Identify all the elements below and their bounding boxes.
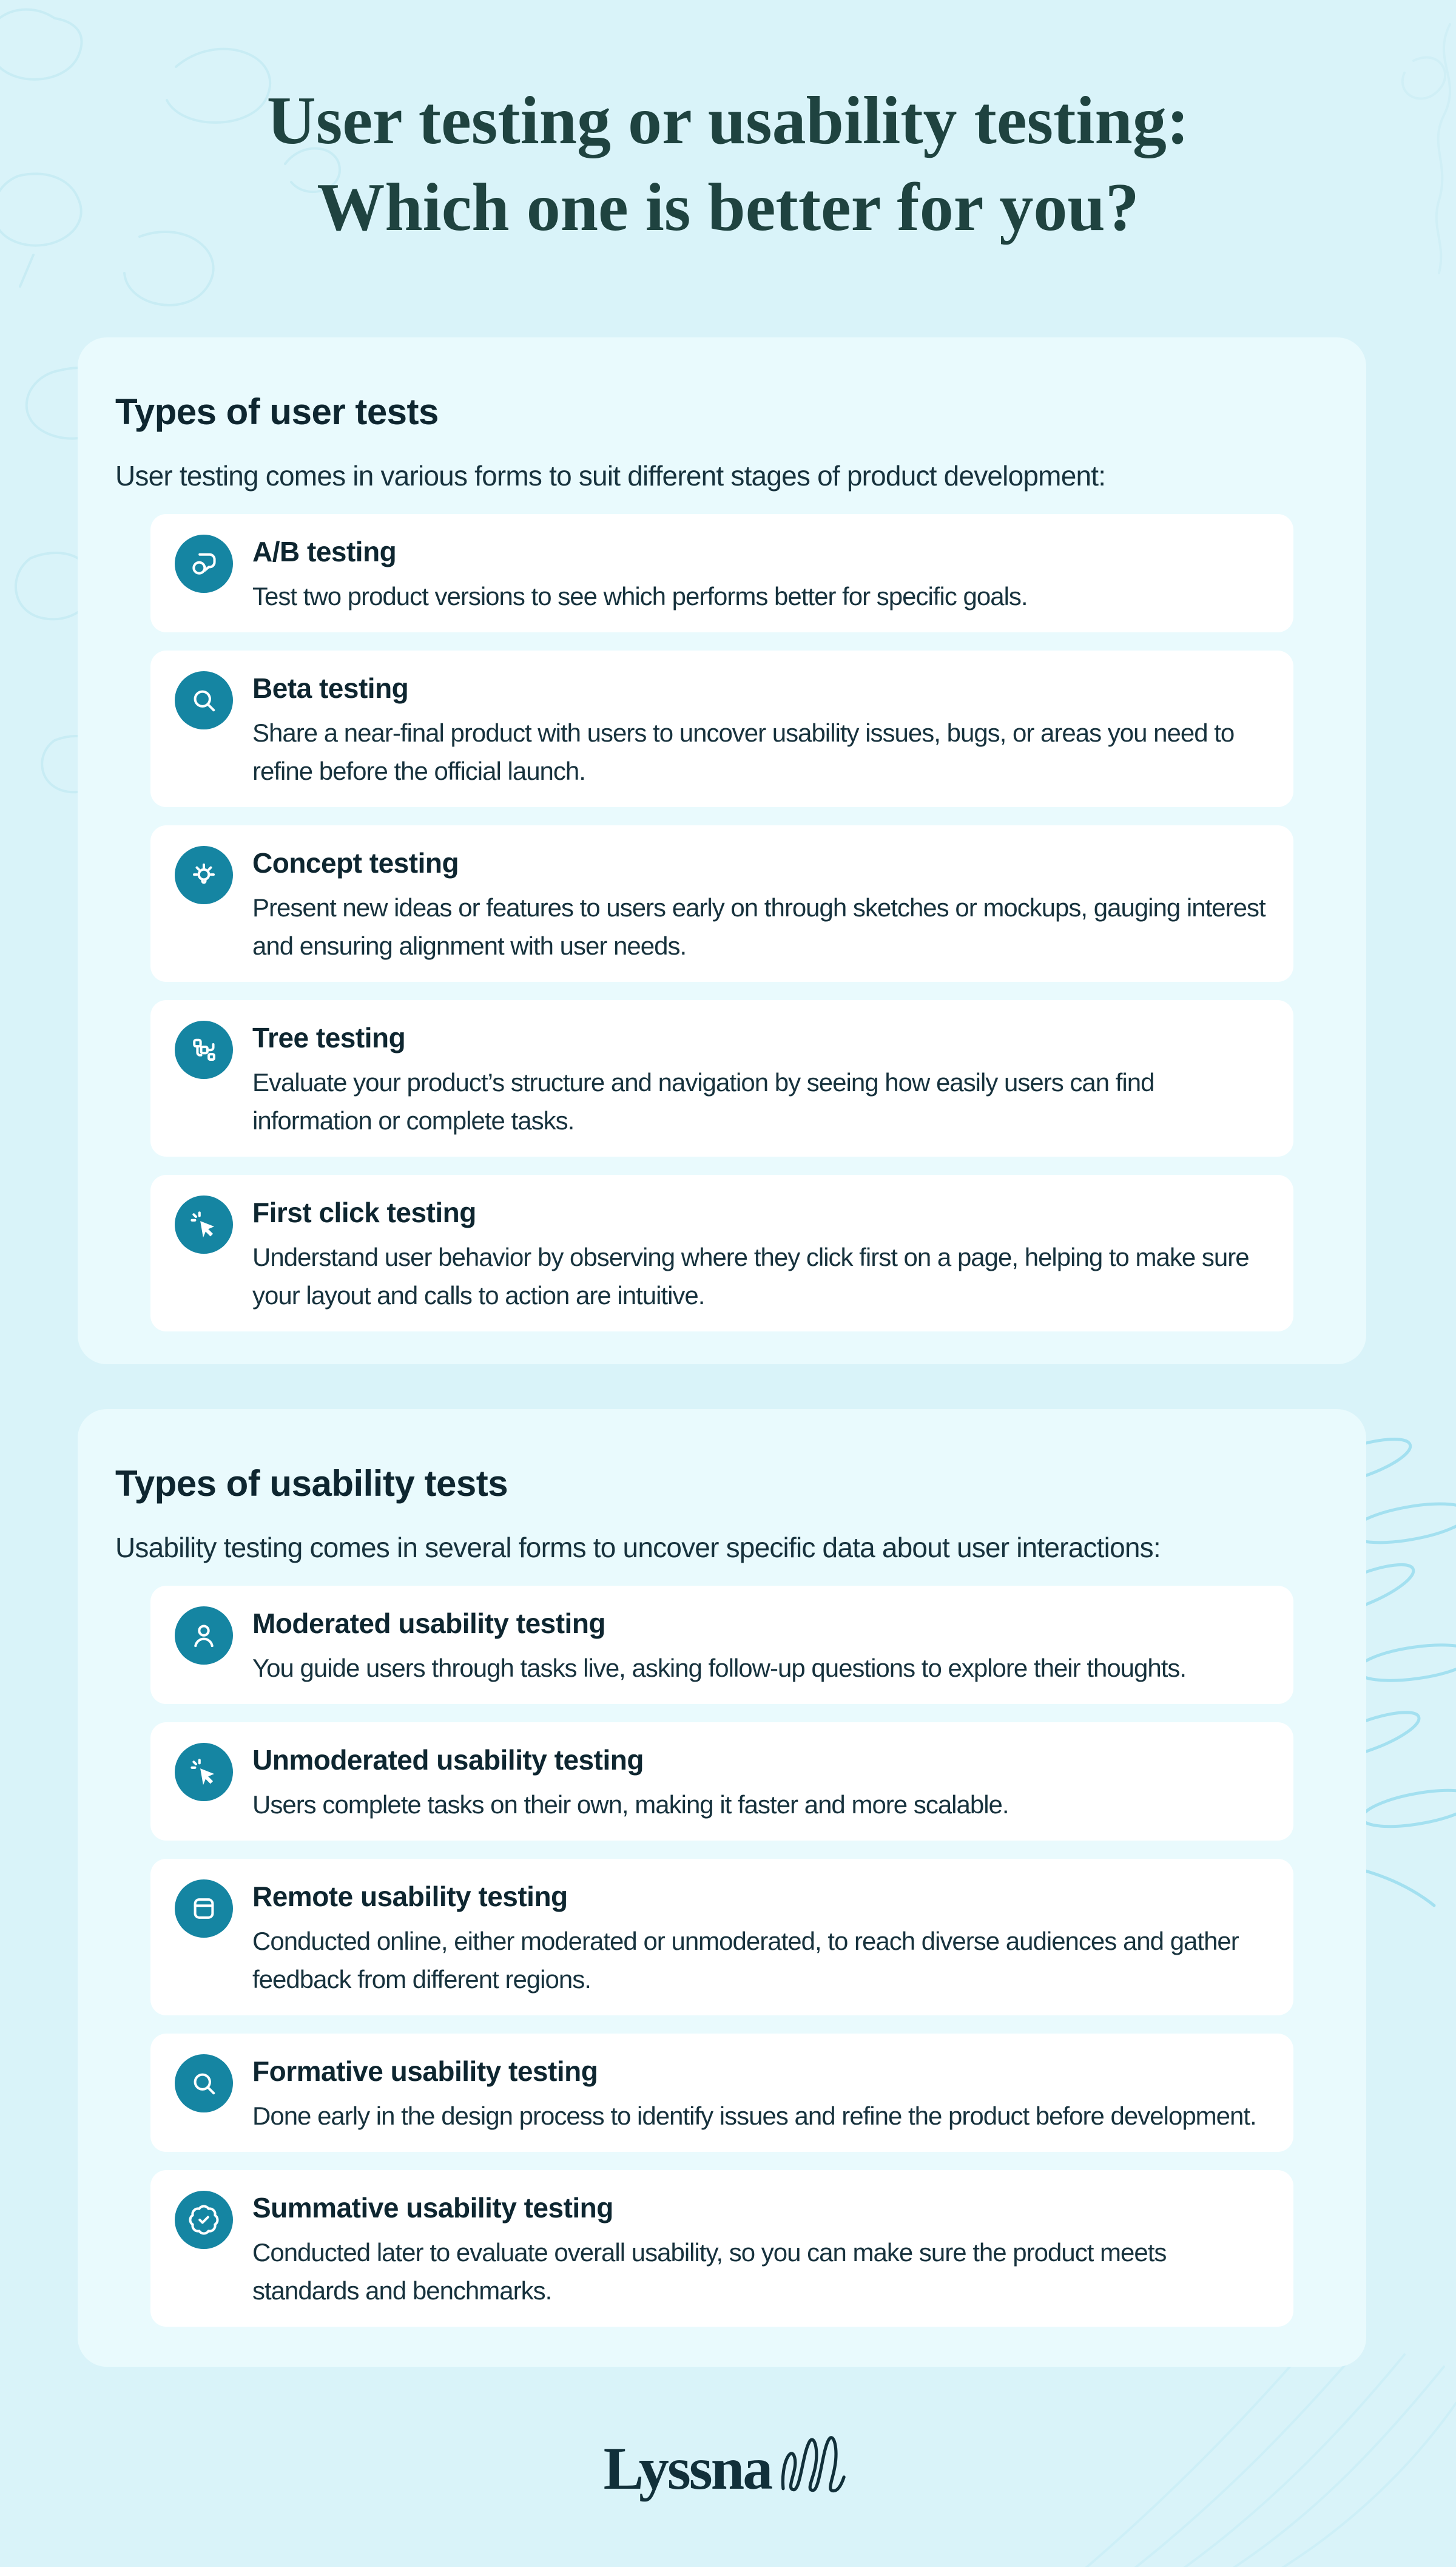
- section-user-tests-heading: Types of user tests: [115, 391, 439, 432]
- section-usability-tests: [78, 1409, 1366, 2367]
- card-title: Summative usability testing: [252, 2192, 613, 2224]
- card-remote-usability-testing: [150, 1859, 1293, 2015]
- section-user-tests: [78, 337, 1366, 1364]
- person-icon: [175, 1606, 233, 1665]
- lyssna-logo-wordmark: Lyssna: [603, 2435, 772, 2502]
- page-title-line1: User testing or usability testing:: [266, 83, 1190, 158]
- browser-window-icon: [175, 1879, 233, 1938]
- card-description: Conducted later to evaluate overall usability, so you can make sure the product meets standards and benchmarks.: [252, 2238, 1167, 2305]
- card-description: Users complete tasks on their own, making it faster and more scalable.: [252, 1790, 1009, 1819]
- card-title: Concept testing: [252, 847, 459, 879]
- ab-testing-bubbles-icon: [175, 535, 233, 593]
- cursor-click-icon: [175, 1196, 233, 1254]
- cursor-click-icon: [175, 1743, 233, 1801]
- card-description: Conducted online, either moderated or unmoderated, to reach diverse audiences and gather feedback from different regions.: [252, 1927, 1239, 1994]
- card-title: Remote usability testing: [252, 1881, 568, 1913]
- card-title: Tree testing: [252, 1022, 406, 1054]
- section-usability-tests-heading: Types of usability tests: [115, 1463, 508, 1504]
- section-user-tests-intro: User testing comes in various forms to suit different stages of product development:: [115, 459, 1106, 492]
- badge-check-icon: [175, 2191, 233, 2249]
- user-tests-card-list: [150, 514, 1293, 1331]
- lyssna-logo-squiggle: [776, 2433, 852, 2497]
- card-description: Share a near-final product with users to uncover usability issues, bugs, or areas you need to refine before the official launch.: [252, 719, 1235, 786]
- footer: [0, 2435, 1456, 2502]
- card-moderated-usability-testing: [150, 1586, 1293, 1704]
- card-title: First click testing: [252, 1197, 476, 1229]
- card-description: Present new ideas or features to users early on through sketches or mockups, gauging interest and ensuring alignment with user needs.: [252, 893, 1266, 961]
- magnifier-icon: [175, 671, 233, 729]
- card-concept-testing: [150, 825, 1293, 982]
- card-description: Done early in the design process to identify issues and refine the product before development.: [252, 2102, 1256, 2131]
- card-description: You guide users through tasks live, asking follow-up questions to explore their thoughts.: [252, 1654, 1187, 1683]
- card-summative-usability-testing: [150, 2170, 1293, 2327]
- magnifier-icon: [175, 2054, 233, 2112]
- card-unmoderated-usability-testing: [150, 1722, 1293, 1841]
- card-title: Moderated usability testing: [252, 1608, 606, 1640]
- card-title: Unmoderated usability testing: [252, 1744, 644, 1776]
- card-beta-testing: [150, 651, 1293, 807]
- card-title: Beta testing: [252, 672, 409, 705]
- page-title-line2: Which one is better for you?: [317, 170, 1139, 246]
- card-tree-testing: [150, 1000, 1293, 1157]
- page-title: [0, 78, 1456, 252]
- card-title: A/B testing: [252, 536, 397, 568]
- card-first-click-testing: [150, 1175, 1293, 1331]
- card-description: Understand user behavior by observing where they click first on a page, helping to make sure your layout and calls to action are intuitive.: [252, 1243, 1249, 1310]
- card-formative-usability-testing: [150, 2034, 1293, 2152]
- card-description: Evaluate your product’s structure and navigation by seeing how easily users can find information or complete tasks.: [252, 1068, 1154, 1135]
- section-usability-tests-intro: Usability testing comes in several forms to uncover specific data about user interactions:: [115, 1531, 1161, 1563]
- usability-tests-card-list: [150, 1586, 1293, 2327]
- card-title: Formative usability testing: [252, 2055, 598, 2088]
- card-ab-testing: [150, 514, 1293, 632]
- sitemap-icon: [175, 1021, 233, 1079]
- lightbulb-icon: [175, 846, 233, 904]
- card-description: Test two product versions to see which performs better for specific goals.: [252, 582, 1028, 611]
